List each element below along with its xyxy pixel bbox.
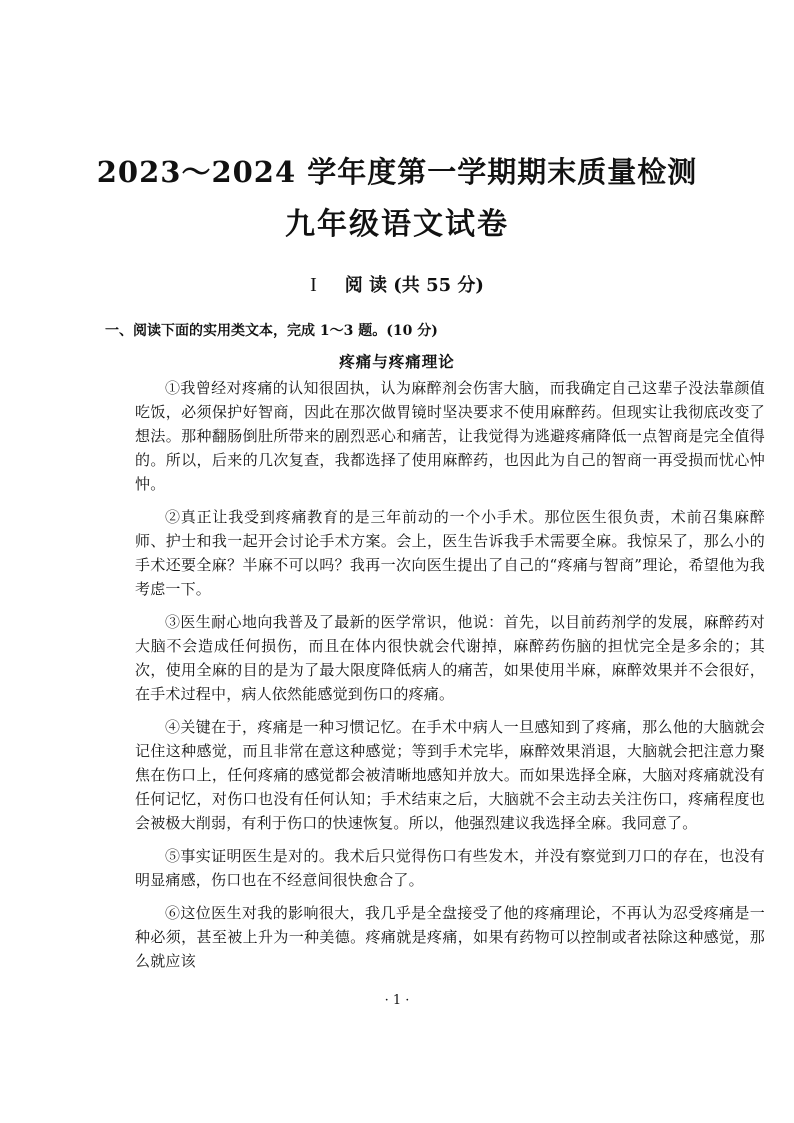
section-label: 阅 读 (共 55 分) bbox=[344, 275, 484, 296]
article-paragraph-6: ⑥这位医生对我的影响很大，我几乎是全盘接受了他的疼痛理论，不再认为忍受疼痛是一种必须，甚至被上升为一种美德。疼痛就是疼痛，如果有药物可以控制或者祛除这种感觉，那么就应该 bbox=[135, 904, 765, 970]
section-roman-numeral: I bbox=[310, 274, 317, 296]
article-paragraph-5: ⑤事实证明医生是对的。我术后只觉得伤口有些发木，并没有察觉到刀口的存在，也没有明显痛感，伤口也在不经意间很快愈合了。 bbox=[135, 847, 765, 889]
page-number: · 1 · bbox=[384, 993, 410, 1008]
article-paragraph-1: ①我曾经对疼痛的认知很固执，认为麻醉剂会伤害大脑，而我确定自己这辈子没法靠颜值吃饭，必须保护好智商，因此在那次做胃镜时坚决要求不使用麻醉药。但现实让我彻底改变了想法。那种翻肠倒肚所带来的剧烈恶心和痛苦，让我觉得为逃避疼痛降低一点智商是完全值得的。所以，后来的几次复查，我都选择了使用麻醉药，也因此为自己的智商一再受损而忧心忡忡。 bbox=[135, 379, 765, 493]
exam-subtitle: 九年级语文试卷 bbox=[285, 207, 509, 242]
article-paragraph-3: ③医生耐心地向我普及了最新的医学常识，他说：首先，以目前药剂学的发展，麻醉药对大脑不会造成任何损伤，而且在体内很快就会代谢掉，麻醉药伤脑的担忧完全是多余的；其次，使用全麻的目的是为了最大限度降低病人的痛苦，如果使用半麻，麻醉效果并不会很好，在手术过程中，病人依然能感觉到伤口的疼痛。 bbox=[135, 613, 765, 703]
article-paragraph-4: ④关键在于，疼痛是一种习惯记忆。在手术中病人一旦感知到了疼痛，那么他的大脑就会记住这种感觉，而且非常在意这种感觉；等到手术完毕，麻醉效果消退，大脑就会把注意力聚焦在伤口上，任何疼痛的感觉都会被清晰地感知并放大。而如果选择全麻，大脑对疼痛就没有任何记忆，对伤口也没有任何认知；手术结束之后，大脑就不会主动去关注伤口，疼痛程度也会被极大削弱，有利于伤口的快速恢复。所以，他强烈建议我选择全麻。我同意了。 bbox=[135, 718, 765, 832]
article-title: 疼痛与疼痛理论 bbox=[339, 352, 455, 371]
question-instructions: 一、阅读下面的实用类文本，完成 1～3 题。(10 分) bbox=[105, 323, 438, 339]
article-paragraph-2: ②真正让我受到疼痛教育的是三年前动的一个小手术。那位医生很负责，术前召集麻醉师、护士和我一起开会讨论手术方案。会上，医生告诉我手术需要全麻。我惊呆了，那么小的手术还要全麻？半麻不可以吗？我再一次向医生提出了自己的“疼痛与智商”理论，希望他为我考虑一下。 bbox=[135, 508, 765, 598]
article-body bbox=[135, 376, 765, 982]
exam-title: 2023～2024 学年度第一学期期末质量检测 bbox=[96, 155, 698, 189]
section-heading bbox=[0, 271, 794, 297]
